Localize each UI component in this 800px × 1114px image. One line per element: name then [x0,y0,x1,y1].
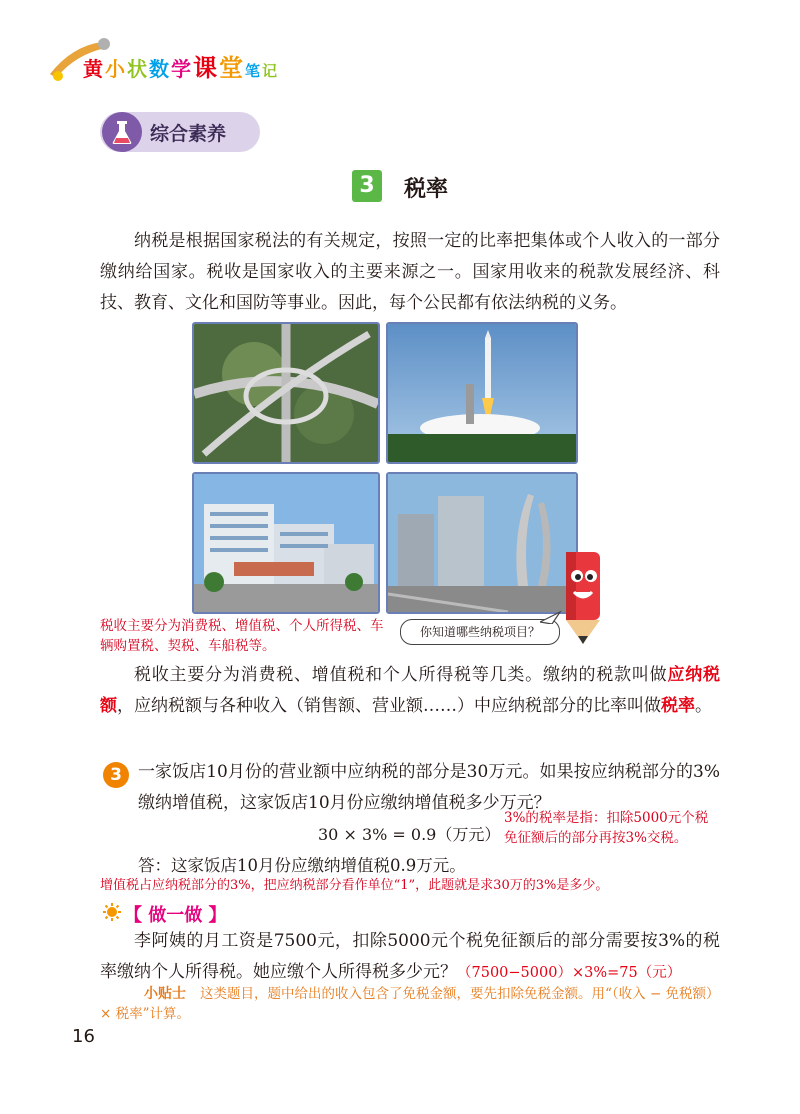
page-number: 16 [72,1026,95,1047]
brand-char: 黄 [83,57,103,81]
brand-char: 小 [105,57,125,81]
photo-highway-interchange [192,322,380,464]
brand-title [82,48,278,83]
definition-text-2: ，应纳税额与各种收入（销售额、营业额……）中应纳税部分的比率叫做 [117,696,661,716]
annotation-tax-types: 税收主要分为消费税、增值税、个人所得税、车辆购置税、契税、车船税等。 [100,618,384,654]
photo-city-sculpture [386,472,578,614]
photo-rocket-launch [386,322,578,464]
sun-icon [103,903,121,921]
annotation-rate-note: 3%的税率是指：扣除5000元个税免征额后的部分再按3%交税。 [504,810,709,846]
speech-bubble: 你知道哪些纳税项目？ [400,619,560,645]
brand-char: 状 [127,57,147,81]
definition-text-1: 税收主要分为消费税、增值税和个人所得税等几类。缴纳的税款叫做 [134,665,668,685]
flask-icon [102,112,142,152]
brand-char: 堂 [219,54,243,82]
brand-char: 课 [193,54,217,82]
activity-title: 【 做一做 】 [124,905,227,926]
annotation-answer: （7500−5000）×3%=75（元） [457,965,682,981]
term-tax-rate: 税率 [661,696,695,716]
example-formula: 30 × 3% = 0.9（万元） [318,825,501,844]
definition-paragraph [100,660,720,722]
lesson-title: 税率 [404,177,449,202]
example-answer: 答：这家饭店10月份应缴纳增值税0.9万元。 [138,856,466,875]
definition-text-3: 。 [695,696,712,716]
brand-char: 数 [149,57,169,81]
section-label: 综合素养 [150,123,227,145]
bubble-tail-icon [540,610,562,624]
term-tax-amount: 应纳税额 [100,665,720,716]
lesson-number-badge: 3 [352,170,382,202]
tip-text: 这类题目，题中给出的收入包含了免税金额，要先扣除免税金额。用“（收入 − 免税额）× 税率”计算。 [100,986,720,1022]
annotation-vat-note: 增值税占应纳税部分的3%，把应纳税部分看作单位“1”，此题就是求30万的3%是多少。 [100,878,609,893]
brand-char: 笔 [245,62,261,80]
activity-question: 李阿姨的月工资是7500元，扣除5000元个税免征额后的部分需要按3%的税率缴纳个人所得税。她应缴个人所得税多少元？ [100,931,720,982]
brand-char: 记 [262,62,278,80]
tip-label: 小贴士 [144,986,186,1002]
sun-icon [53,71,63,81]
brand-char: 学 [171,57,191,81]
example-question: 一家饭店10月份的营业额中应纳税的部分是30万元。如果按应纳税部分的3%缴纳增值税，这家饭店10月份应缴纳增值税多少万元？ [138,762,720,813]
pencil-mascot-icon [560,546,606,646]
intro-paragraph: 纳税是根据国家税法的有关规定，按照一定的比率把集体或个人收入的一部分缴纳给国家。税收是国家收入的主要来源之一。国家用收来的税款发展经济、科技、教育、文化和国防等事业。因此，每个公民都有依法纳税的义务。 [100,231,720,313]
example-number-badge: 3 [103,762,129,788]
photo-hospital-building [192,472,380,614]
activity-text [100,926,720,989]
